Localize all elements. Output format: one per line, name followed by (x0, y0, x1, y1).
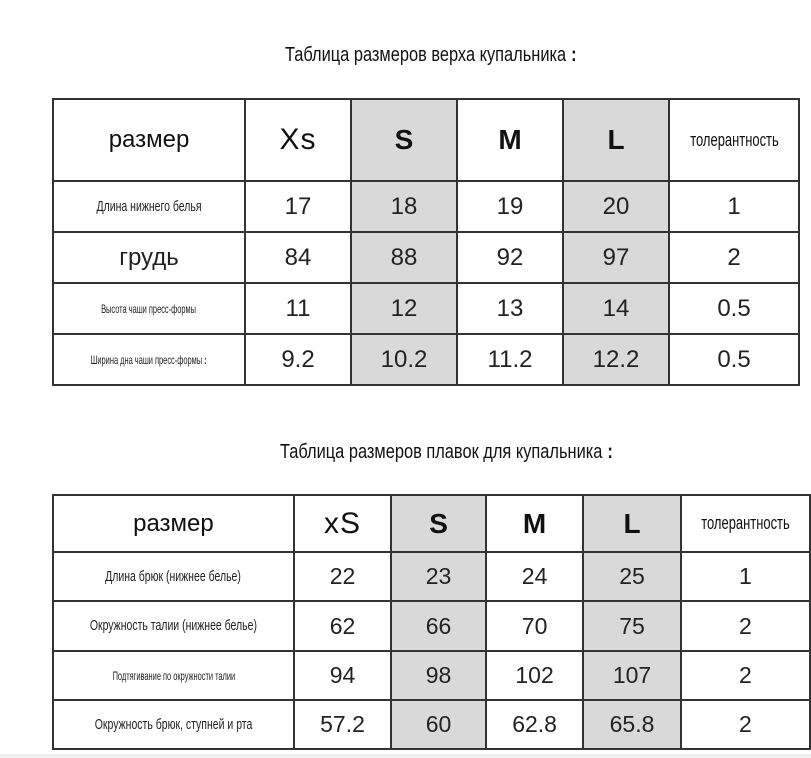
value-cell: 10.2 (351, 334, 457, 385)
value-cell: 57.2 (294, 700, 391, 749)
tolerance-cell: 2 (681, 601, 810, 651)
value-cell: 22 (294, 552, 391, 601)
value-cell: 11.2 (457, 334, 563, 385)
row-label (53, 334, 245, 385)
value-cell: 17 (245, 181, 351, 232)
value-cell: 97 (563, 232, 669, 283)
table-row (53, 334, 799, 385)
top-table-title-text: Таблица размеров верха купальника (285, 44, 567, 66)
value-cell: 12.2 (563, 334, 669, 385)
value-cell: 66 (391, 601, 486, 651)
value-cell: 9.2 (245, 334, 351, 385)
tolerance-cell: 0.5 (669, 283, 799, 334)
table-row (53, 651, 810, 700)
tolerance-cell: 2 (681, 651, 810, 700)
value-cell: 60 (391, 700, 486, 749)
value-cell: 18 (351, 181, 457, 232)
value-cell: 14 (563, 283, 669, 334)
value-cell: 25 (583, 552, 680, 601)
top-table-title-mark: : (571, 44, 577, 66)
table-row (53, 552, 810, 601)
table-row (53, 700, 810, 749)
value-cell: 13 (457, 283, 563, 334)
top-table-title (285, 44, 577, 67)
row-label: Длина брюк (нижнее белье) (53, 552, 294, 601)
value-cell: 20 (563, 181, 669, 232)
table-row (53, 181, 799, 232)
table-row (53, 283, 799, 334)
header-cell-label: размер (53, 99, 245, 181)
value-cell: 92 (457, 232, 563, 283)
header-cell-tolerance: толерантность (681, 495, 810, 552)
value-cell: 62 (294, 601, 391, 651)
header-cell-m: M (457, 99, 563, 181)
value-cell: 88 (351, 232, 457, 283)
header-cell-l: L (583, 495, 680, 552)
value-cell: 98 (391, 651, 486, 700)
page-bottom-edge (0, 754, 811, 758)
bottom-table-title (280, 441, 613, 464)
row-label: грудь (53, 232, 245, 283)
tolerance-cell: 1 (669, 181, 799, 232)
header-cell-s: S (351, 99, 457, 181)
bottom-table-title-text: Таблица размеров плавок для купальника (280, 441, 603, 463)
value-cell: 75 (583, 601, 680, 651)
header-cell-label: размер (53, 495, 294, 552)
bottom-size-table (52, 494, 811, 750)
value-cell: 70 (486, 601, 583, 651)
table-header-row (53, 99, 799, 181)
row-label: Подтягивание по окружности талии (53, 651, 294, 700)
value-cell: 11 (245, 283, 351, 334)
value-cell: 65.8 (583, 700, 680, 749)
value-cell: 12 (351, 283, 457, 334)
tolerance-cell: 2 (681, 700, 810, 749)
row-label-mark: : (204, 352, 208, 367)
row-label-text: Ширина дна чаши пресс-формы (90, 352, 203, 367)
header-cell-xs: xS (294, 495, 391, 552)
tolerance-cell: 1 (681, 552, 810, 601)
tolerance-cell: 2 (669, 232, 799, 283)
header-cell-s: S (391, 495, 486, 552)
value-cell: 19 (457, 181, 563, 232)
row-label: Окружность брюк, ступней и рта (53, 700, 294, 749)
row-label: Высота чаши пресс-формы (53, 283, 245, 334)
row-label: Окружность талии (нижнее белье) (53, 601, 294, 651)
value-cell: 94 (294, 651, 391, 700)
value-cell: 24 (486, 552, 583, 601)
bottom-table-title-mark: : (607, 441, 613, 463)
table-row (53, 601, 810, 651)
tolerance-cell: 0.5 (669, 334, 799, 385)
table-row (53, 232, 799, 283)
header-cell-m: M (486, 495, 583, 552)
header-cell-l: L (563, 99, 669, 181)
table-header-row (53, 495, 810, 552)
header-cell-tolerance: толерантность (669, 99, 799, 181)
value-cell: 107 (583, 651, 680, 700)
value-cell: 23 (391, 552, 486, 601)
header-cell-xs: Xs (245, 99, 351, 181)
value-cell: 84 (245, 232, 351, 283)
row-label: Длина нижнего белья (53, 181, 245, 232)
top-size-table (52, 98, 800, 386)
value-cell: 102 (486, 651, 583, 700)
value-cell: 62.8 (486, 700, 583, 749)
